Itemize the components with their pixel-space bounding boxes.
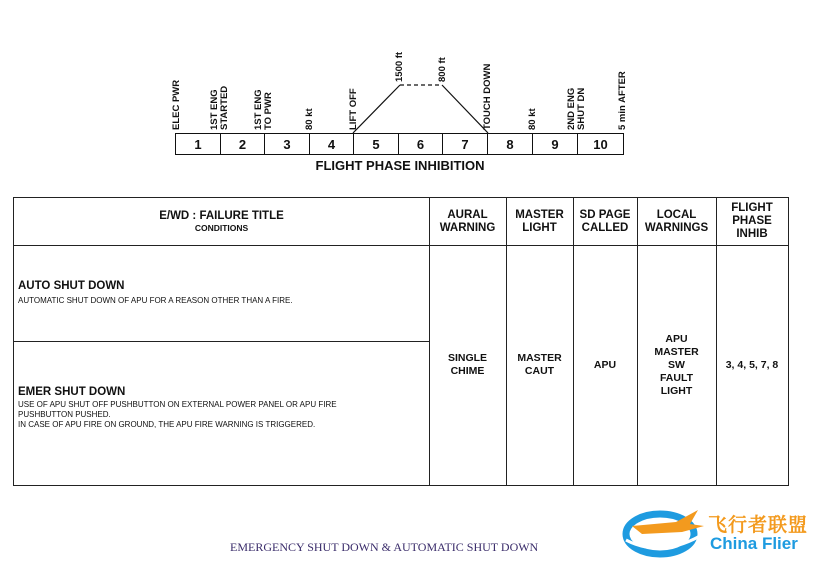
china-flier-logo [612, 496, 812, 562]
event-touch-down: TOUCH DOWN [482, 63, 493, 130]
header-failure-title-text: E/WD : FAILURE TITLE [159, 209, 284, 222]
phase-box-4: 4 [309, 133, 354, 155]
phase-box-5: 5 [353, 133, 399, 155]
header-local-warnings: LOCAL WARNINGS [644, 208, 709, 234]
value-aural-warning: SINGLE CHIME [447, 352, 488, 377]
event-1st-eng-to-pwr: 1ST ENG TO PWR [253, 89, 274, 130]
table-row-auto-shut-down [18, 280, 423, 306]
table-row-emer-shut-down [18, 386, 423, 430]
phase-box-2: 2 [220, 133, 265, 155]
plane-logo-icon [612, 496, 712, 562]
event-elec-pwr: ELEC PWR [171, 79, 182, 130]
value-flight-phase-inhib: 3, 4, 5, 7, 8 [725, 358, 779, 371]
event-2nd-eng-shut-dn: 2ND ENG SHUT DN [566, 87, 587, 130]
event-800ft: 800 ft [437, 57, 448, 82]
logo-english-text: China Flier [710, 534, 798, 553]
event-1500ft: 1500 ft [394, 51, 405, 82]
failure-title-auto: AUTO SHUT DOWN [18, 280, 125, 292]
event-lift-off: LIFT OFF [348, 88, 359, 130]
logo-chinese-text: 飞行者联盟 [708, 515, 809, 536]
phase-box-6: 6 [398, 133, 443, 155]
flight-profile-trace [0, 0, 815, 140]
failure-table [13, 197, 789, 486]
phase-box-3: 3 [264, 133, 310, 155]
phase-box-10: 10 [577, 133, 624, 155]
header-master-light: MASTER LIGHT [515, 208, 564, 234]
failure-title-emer: EMER SHUT DOWN [18, 386, 126, 398]
value-local-warnings: APU MASTER SW FAULT LIGHT [654, 332, 699, 397]
event-80kt-takeoff: 80 kt [304, 108, 315, 130]
phase-box-9: 9 [532, 133, 578, 155]
header-sd-page-called: SD PAGE CALLED [579, 208, 631, 234]
header-conditions-text: CONDITIONS [194, 222, 249, 233]
header-aural-warning: AURAL WARNING [439, 208, 496, 234]
event-5min-after: 5 min AFTER [617, 71, 628, 130]
phase-box-7: 7 [442, 133, 488, 155]
phase-box-8: 8 [487, 133, 533, 155]
value-sd-page: APU [593, 358, 617, 371]
header-flight-phase-inhib: FLIGHT PHASE INHIB [731, 202, 773, 240]
header-failure-title [14, 198, 429, 245]
page-caption: EMERGENCY SHUT DOWN & AUTOMATIC SHUT DOWN [230, 540, 539, 554]
phase-box-1: 1 [175, 133, 221, 155]
failure-condition-emer: USE OF APU SHUT OFF PUSHBUTTON ON EXTERNAL POWER PANEL OR APU FIRE PUSHBUTTON PUSHED. IN CASE OF APU FIRE ON GROUND, THE APU FIRE WARNING IS TRIGGERED. [18, 400, 337, 429]
event-80kt-landing: 80 kt [527, 108, 538, 130]
phase-strip-title: FLIGHT PHASE INHIBITION [315, 158, 485, 173]
row-divider [14, 341, 429, 342]
event-1st-eng-started: 1ST ENG STARTED [209, 85, 230, 130]
value-master-light: MASTER CAUT [517, 352, 562, 377]
failure-condition-auto: AUTOMATIC SHUT DOWN OF APU FOR A REASON OTHER THAN A FIRE. [18, 296, 293, 305]
